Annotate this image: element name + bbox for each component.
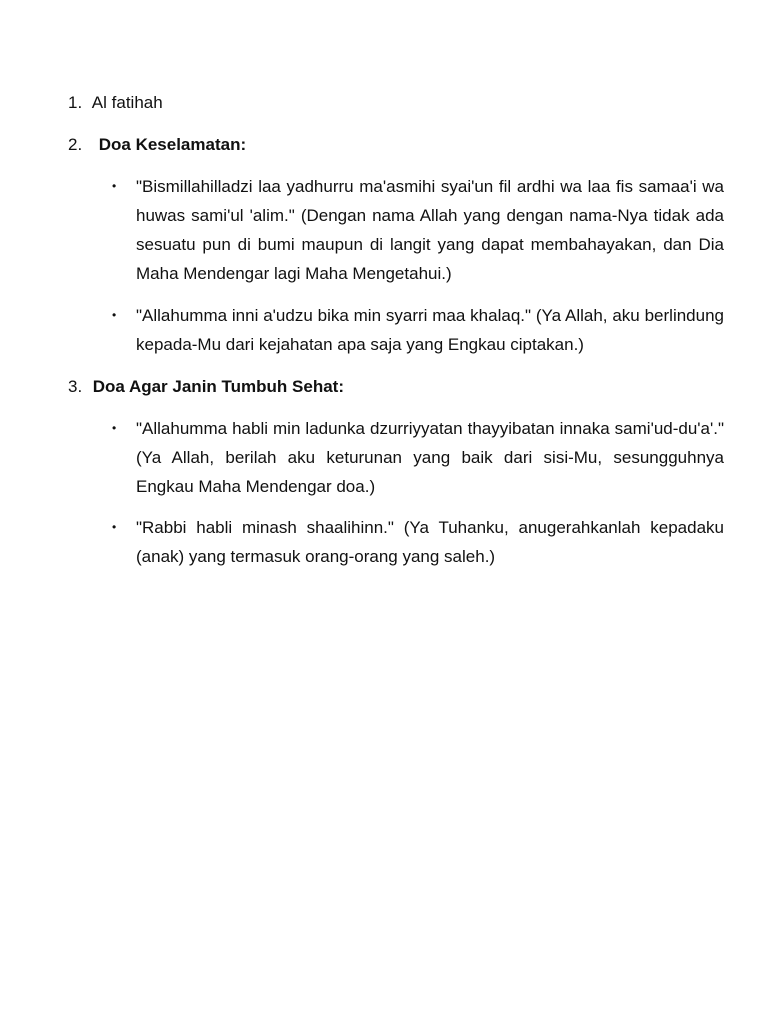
bullet-text: "Allahumma habli min ladunka dzurriyyatan thayyibatan innaka sami'ud-du'a'." (Ya Allah, berilah aku keturunan yang baik dari sisi-Mu, sesungguhnya Engkau Maha Mendengar doa.) bbox=[136, 419, 724, 496]
bullet-icon: • bbox=[112, 179, 117, 193]
bullet-item bbox=[112, 301, 724, 359]
bullet-item bbox=[112, 172, 724, 288]
bullet-text: "Rabbi habli minash shaalihinn." (Ya Tuhanku, anugerahkanlah kepadaku (anak) yang termasuk orang-orang yang saleh.) bbox=[136, 518, 724, 566]
bullet-icon: • bbox=[112, 520, 117, 534]
bullet-icon: • bbox=[112, 421, 117, 435]
bullet-item bbox=[112, 513, 724, 571]
bullet-item bbox=[112, 414, 724, 501]
list-item-1 bbox=[68, 88, 724, 117]
bullet-text: "Bismillahilladzi laa yadhurru ma'asmihi syai'un fil ardhi wa laa fis samaa'i wa huwas sami'ul 'alim." (Dengan nama Allah yang dengan nama-Nya tidak ada sesuatu pun di bumi maupun di langit yang dapat membahayakan, dan Dia Maha Mendengar lagi Maha Mengetahui.) bbox=[136, 177, 724, 283]
bullet-text: "Allahumma inni a'udzu bika min syarri maa khalaq." (Ya Allah, aku berlindung kepada-Mu dari kejahatan apa saja yang Engkau ciptakan.) bbox=[136, 306, 724, 354]
list-item-2 bbox=[68, 130, 724, 159]
list-number: 2. bbox=[68, 135, 83, 154]
list-item-title: Doa Agar Janin Tumbuh Sehat: bbox=[92, 377, 344, 396]
list-item-title: Al fatihah bbox=[91, 93, 163, 112]
bullet-icon: • bbox=[112, 308, 117, 322]
list-item-title: Doa Keselamatan: bbox=[98, 135, 247, 154]
list-item-3 bbox=[68, 372, 724, 401]
list-number: 1. bbox=[68, 93, 83, 112]
list-number: 3. bbox=[68, 377, 83, 396]
